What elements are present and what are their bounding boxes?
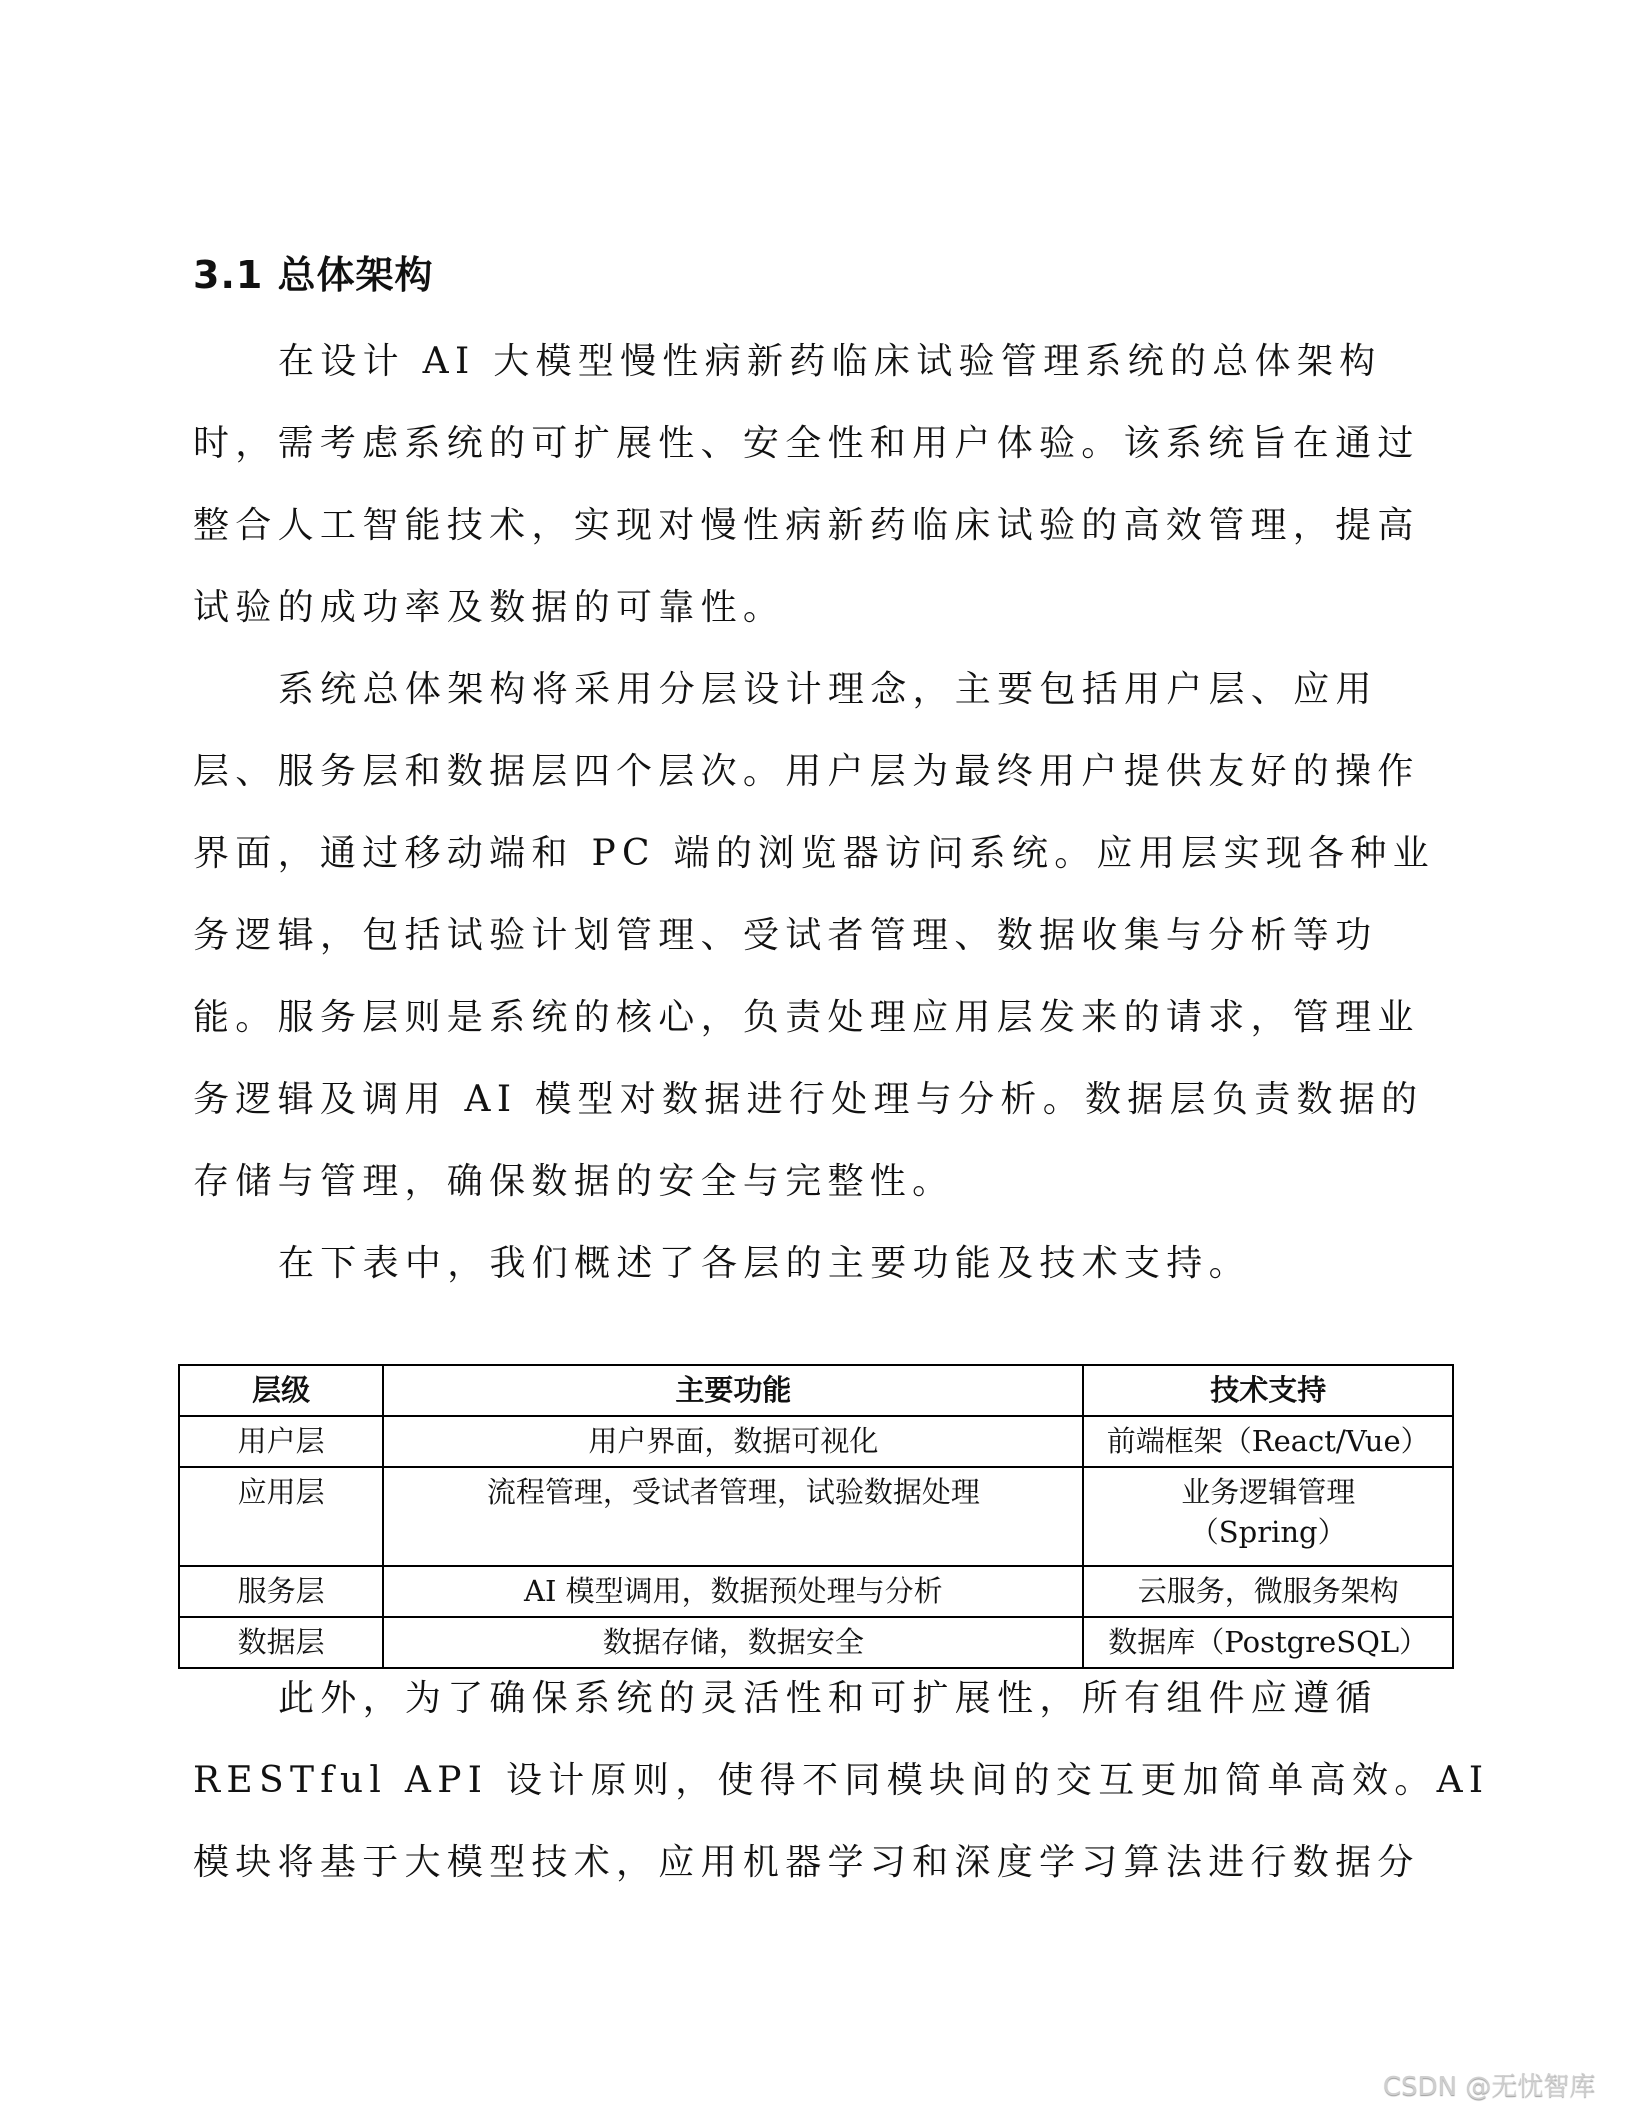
cell-layer: 应用层 (179, 1467, 383, 1566)
text-line: 务逻辑及调用 AI 模型对数据进行处理与分析。数据层负责数据的 (193, 1079, 1424, 1120)
text-line: 层、服务层和数据层四个层次。用户层为最终用户提供友好的操作 (193, 751, 1420, 792)
table-row (179, 1416, 1453, 1467)
table-row (179, 1566, 1453, 1617)
text-line: 能。服务层则是系统的核心，负责处理应用层发来的请求，管理业 (193, 997, 1420, 1038)
cell-tech: 数据库（PostgreSQL） (1083, 1617, 1453, 1668)
column-header-layer: 层级 (179, 1365, 383, 1416)
text-line: 整合人工智能技术，实现对慢性病新药临床试验的高效管理，提高 (193, 505, 1420, 546)
watermark: CSDN @无忧智库 (1383, 2072, 1596, 2102)
cell-tech-line: （Spring） (1189, 1515, 1347, 1549)
cell-tech (1083, 1467, 1453, 1566)
cell-layer: 数据层 (179, 1617, 383, 1668)
cell-function: 用户界面，数据可视化 (383, 1416, 1083, 1467)
cell-layer: 服务层 (179, 1566, 383, 1617)
architecture-layers-table (178, 1364, 1454, 1669)
cell-function: 数据存储，数据安全 (383, 1617, 1083, 1668)
section-heading: 3.1 总体架构 (193, 253, 434, 297)
text-line: 时，需考虑系统的可扩展性、安全性和用户体验。该系统旨在通过 (193, 423, 1420, 464)
text-line: RESTful API 设计原则，使得不同模块间的交互更加简单高效。AI (193, 1760, 1490, 1801)
cell-layer: 用户层 (179, 1416, 383, 1467)
cell-tech: 前端框架（React/Vue） (1083, 1416, 1453, 1467)
text-line: 在下表中，我们概述了各层的主要功能及技术支持。 (278, 1243, 1251, 1284)
cell-tech-line: 业务逻辑管理 (1181, 1475, 1356, 1509)
text-line: 系统总体架构将采用分层设计理念，主要包括用户层、应用 (278, 669, 1378, 710)
text-line: 在设计 AI 大模型慢性病新药临床试验管理系统的总体架构 (278, 341, 1382, 382)
text-line: 界面，通过移动端和 PC 端的浏览器访问系统。应用层实现各种业 (193, 833, 1435, 874)
text-line: 此外，为了确保系统的灵活性和可扩展性，所有组件应遵循 (278, 1678, 1378, 1719)
column-header-function: 主要功能 (383, 1365, 1083, 1416)
text-line: 务逻辑，包括试验计划管理、受试者管理、数据收集与分析等功 (193, 915, 1378, 956)
text-line: 模块将基于大模型技术，应用机器学习和深度学习算法进行数据分 (193, 1842, 1420, 1883)
table-header-row (179, 1365, 1453, 1416)
cell-function: 流程管理，受试者管理，试验数据处理 (383, 1467, 1083, 1566)
cell-function: AI 模型调用，数据预处理与分析 (383, 1566, 1083, 1617)
column-header-tech: 技术支持 (1083, 1365, 1453, 1416)
cell-tech: 云服务，微服务架构 (1083, 1566, 1453, 1617)
table-row (179, 1617, 1453, 1668)
text-line: 存储与管理，确保数据的安全与完整性。 (193, 1161, 955, 1202)
text-line: 试验的成功率及数据的可靠性。 (193, 587, 786, 628)
table-row (179, 1467, 1453, 1566)
